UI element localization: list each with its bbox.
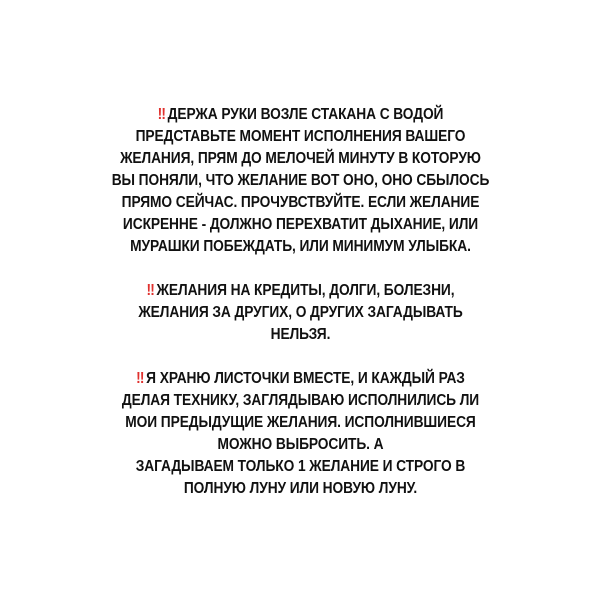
text-line: МОИ ПРЕДЫДУЩИЕ ЖЕЛАНИЯ. ИСПОЛНИВШИЕСЯ	[125, 414, 476, 431]
text-line-content: ЖЕЛАНИЯ НА КРЕДИТЫ, ДОЛГИ, БОЛЕЗНИ,	[156, 282, 455, 299]
text-line-content: Я ХРАНЮ ЛИСТОЧКИ ВМЕСТЕ, И КАЖДЫЙ РАЗ	[146, 370, 465, 387]
text-line: ЖЕЛАНИЯ ЗА ДРУГИХ, О ДРУГИХ ЗАГАДЫВАТЬ	[138, 304, 463, 321]
paragraph-storage	[76, 368, 524, 500]
text-line: ИСКРЕННЕ - ДОЛЖНО ПЕРЕХВАТИТ ДЫХАНИЕ, ИЛИ	[122, 216, 479, 233]
text-line	[76, 280, 524, 302]
instructions-text	[76, 104, 524, 500]
double-exclamation-icon: ‼	[157, 106, 164, 123]
paragraph-forbidden	[76, 280, 524, 346]
double-exclamation-icon: ‼	[146, 282, 153, 299]
text-line: НЕЛЬЗЯ.	[270, 326, 331, 343]
double-exclamation-icon: ‼	[136, 370, 142, 387]
text-line: ДЕЛАЯ ТЕХНИКУ, ЗАГЛЯДЫВАЮ ИСПОЛНИЛИСЬ ЛИ	[121, 392, 480, 409]
paragraph-visualize	[76, 104, 524, 258]
text-line: ЗАГАДЫВАЕМ ТОЛЬКО 1 ЖЕЛАНИЕ И СТРОГО В	[135, 458, 466, 475]
text-line	[76, 104, 524, 126]
text-line: МУРАШКИ ПОБЕЖДАТЬ, ИЛИ МИНИМУМ УЛЫБКА.	[130, 238, 471, 255]
text-line	[76, 368, 524, 390]
text-line: ПРЯМО СЕЙЧАС. ПРОЧУВСТВУЙТЕ. ЕСЛИ ЖЕЛАНИЕ	[121, 194, 480, 211]
text-line-content: ДЕРЖА РУКИ ВОЗЛЕ СТАКАНА С ВОДОЙ	[167, 106, 444, 123]
text-line: ЖЕЛАНИЯ, ПРЯМ ДО МЕЛОЧЕЙ МИНУТУ В КОТОРУЮ	[120, 150, 481, 167]
text-line: МОЖНО ВЫБРОСИТЬ. А	[217, 436, 384, 453]
text-line: ПОЛНУЮ ЛУНУ ИЛИ НОВУЮ ЛУНУ.	[183, 480, 418, 497]
text-line: ПРЕДСТАВЬТЕ МОМЕНТ ИСПОЛНЕНИЯ ВАШЕГО	[135, 128, 466, 145]
text-line: ВЫ ПОНЯЛИ, ЧТО ЖЕЛАНИЕ ВОТ ОНО, ОНО СБЫЛОСЬ	[111, 172, 490, 189]
